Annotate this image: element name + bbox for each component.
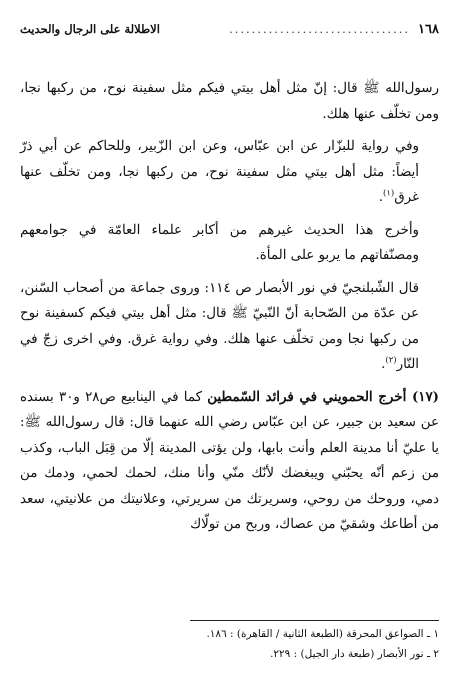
text-line: أيضاً: مثل أهل بيتي مثل سفينة نوح، من ركبها نجا، ومن تخلّف عنها bbox=[20, 164, 419, 180]
text-line: ومن تخلّف عنها هلك. bbox=[322, 106, 439, 122]
header-leader-dots: ................................ bbox=[229, 22, 411, 36]
text-line: قال الشّبلنجيّ في نور الأبصار ص ١١٤: وروى جماعة من أصحاب bbox=[62, 280, 419, 296]
paragraph-5 bbox=[20, 385, 439, 538]
text-line: وأخرج هذا الحديث غيرهم من أكابر علماء العامّة في جوامعهم bbox=[20, 222, 419, 238]
running-header bbox=[20, 22, 439, 42]
footnote-1: ١ ـ الصواعق المحرقة (الطبعة الثانية / القاهرة) : ١٨٦. bbox=[206, 628, 439, 640]
text-line: رسول‌الله ﷺ قال: إنّ مثل أهل بيتي فيكم مثل سفينة نوح، من ركبها نجا، bbox=[20, 81, 439, 96]
footnote-2: ٢ ـ نور الأبصار (طبعة دار الجيل) : ٢٢٩. bbox=[270, 648, 439, 660]
text-line: ومصنّفاتهم ما يربو على المأة. bbox=[255, 248, 419, 263]
main-text bbox=[20, 76, 439, 538]
footnote-ref-2: (٢) bbox=[385, 355, 397, 366]
text-line: في النّار bbox=[20, 331, 419, 372]
paragraph-2: وفي رواية للبزّار عن ابن عبّاس، وعن ابن الزّبير، وللحاكم عن أبي ذرّ أيضاً: مثل أهل بيتي مثل سفينة نوح، من ركبها نجا، ومن تخلّف عنها غرق$^{(١)}$. bbox=[20, 139, 419, 205]
paragraph-4: قال الشّبلنجيّ في نور الأبصار ص ١١٤: وروى جماعة من أصحاب السّنن، عن عدّة من الصّحابة أنّ النّبيّ ﷺ قال: مثل أهل بيتي فيكم كسفينة نوح من ركبها نجا ومن تخلّف عنها هلك. وفي رواية غرق. وفي اخرى زجّ في النّار$^{(٢)}$. bbox=[20, 280, 419, 372]
paragraph-3 bbox=[20, 218, 439, 269]
footnote-ref-1: (١) bbox=[382, 188, 395, 199]
text-line: وعلانيتك من علانيتي، سعد من أطاعك وشقيّ من عصاك، وربح من تولّاك bbox=[20, 491, 439, 532]
header-title: الاطلالة على الرجال والحديث bbox=[20, 22, 160, 36]
text-line: وفي رواية للبزّار عن ابن عبّاس، وعن ابن الزّبير، وللحاكم عن أبي ذرّ bbox=[20, 139, 419, 154]
text-line: السّنن، عن عدّة من الصّحابة أنّ النّبيّ ﷺ قال: مثل أهل بيتي فيكم كسفينة bbox=[20, 280, 419, 321]
text-line: قِبَل الباب، وكذب من زعم أنّه يحبّني ويبغضك لأنّك منّي وأنا منك، لحمك bbox=[20, 440, 439, 481]
text-line: رسول‌الله ﷺ: يا عليّ أنا مدينة العلم وأنت بابها، ولن يؤتى المدينة إلّا من bbox=[20, 415, 439, 456]
text-line: كما في الينابيع ص٢٨ و٣٠ bbox=[59, 389, 202, 405]
text-line: لحمي، ودمك من دمي، وروحك من روحي، وسريرتك من سريرتي، bbox=[20, 466, 439, 507]
page-number: ١٦٨ bbox=[418, 22, 439, 37]
text-line: غرق bbox=[394, 190, 419, 205]
text-line: بسنده عن سعيد بن جبير، عن ابن عبّاس رضي الله عنهما قال: قال bbox=[20, 389, 439, 430]
paragraph-1 bbox=[20, 76, 439, 127]
footnote-divider bbox=[190, 620, 439, 621]
footnotes bbox=[20, 624, 439, 664]
section-heading: (١٧) أخرج الحمويني في فرائد السّمطين bbox=[207, 388, 440, 405]
text-line: نوح من ركبها نجا ومن تخلّف عنها هلك. وفي رواية غرق. وفي اخرى زجّ bbox=[20, 306, 419, 347]
